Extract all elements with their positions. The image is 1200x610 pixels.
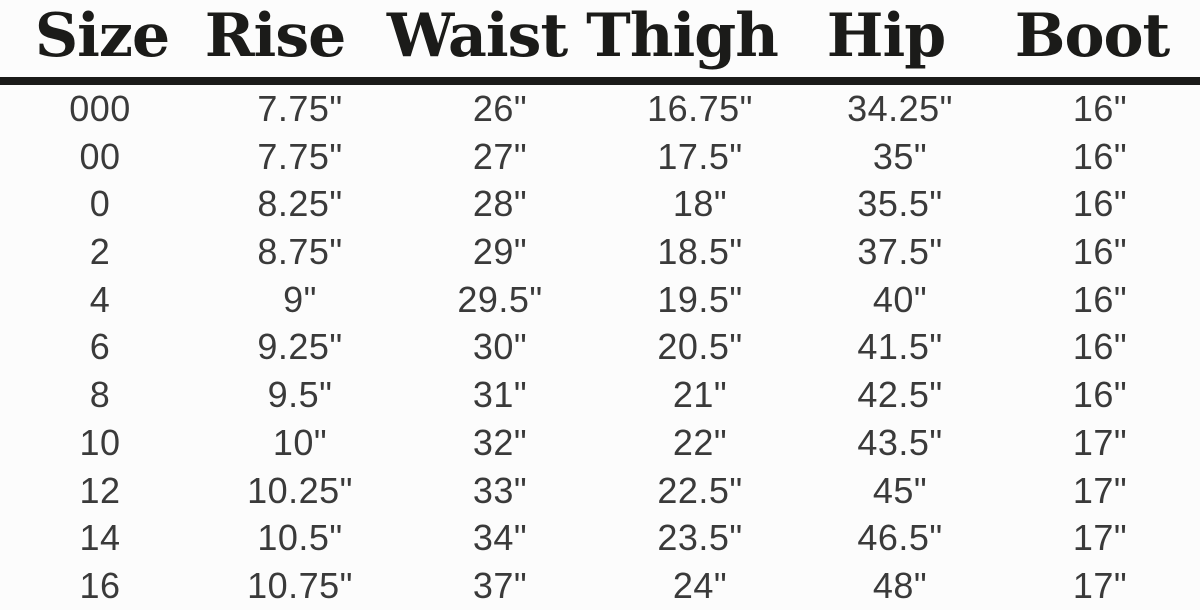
column-header-boot: Boot — [1014, 1, 1170, 71]
table-cell: 29.5" — [457, 278, 543, 320]
table-cell: 6 — [89, 326, 111, 368]
table-cell: 48" — [872, 565, 928, 607]
table-cell: 10.5" — [257, 517, 343, 559]
table-cell: 37" — [472, 565, 528, 607]
table-cell: 17" — [1072, 517, 1128, 559]
table-cell: 10.25" — [247, 469, 353, 511]
column-header-size: Size — [34, 1, 170, 71]
table-header-row — [0, 0, 1200, 77]
table-row — [0, 371, 1200, 419]
table-cell: 40" — [872, 278, 928, 320]
table-cell: 31" — [472, 374, 528, 416]
table-cell: 4 — [89, 278, 111, 320]
table-cell: 46.5" — [857, 517, 943, 559]
table-row — [0, 133, 1200, 181]
table-cell: 24" — [672, 565, 728, 607]
table-cell: 16" — [1072, 374, 1128, 416]
table-cell: 17" — [1072, 565, 1128, 607]
table-cell: 12 — [79, 469, 121, 511]
table-cell: 9" — [283, 278, 317, 320]
table-cell: 18" — [672, 183, 728, 225]
table-cell: 27" — [472, 135, 528, 177]
table-cell: 16" — [1072, 135, 1128, 177]
table-cell: 22" — [672, 421, 728, 463]
table-cell: 000 — [69, 87, 131, 129]
table-cell: 33" — [472, 469, 528, 511]
table-cell: 28" — [472, 183, 528, 225]
table-cell: 7.75" — [257, 87, 343, 129]
table-cell: 17" — [1072, 421, 1128, 463]
table-cell: 43.5" — [857, 421, 943, 463]
table-cell: 8.75" — [257, 231, 343, 273]
table-cell: 16" — [1072, 326, 1128, 368]
table-row — [0, 419, 1200, 467]
table-cell: 9.25" — [257, 326, 343, 368]
table-cell: 34" — [472, 517, 528, 559]
column-header-rise: Rise — [204, 1, 346, 71]
table-row — [0, 467, 1200, 515]
table-cell: 30" — [472, 326, 528, 368]
table-cell: 16" — [1072, 87, 1128, 129]
table-cell: 45" — [872, 469, 928, 511]
table-cell: 16.75" — [647, 87, 753, 129]
table-cell: 35" — [872, 135, 928, 177]
table-cell: 35.5" — [857, 183, 943, 225]
table-cell: 41.5" — [857, 326, 943, 368]
table-cell: 7.75" — [257, 135, 343, 177]
table-cell: 0 — [89, 183, 111, 225]
table-cell: 16" — [1072, 278, 1128, 320]
table-cell: 9.5" — [267, 374, 333, 416]
table-cell: 20.5" — [657, 326, 743, 368]
column-header-hip: Hip — [826, 1, 946, 71]
table-row — [0, 562, 1200, 610]
table-cell: 16" — [1072, 231, 1128, 273]
table-row — [0, 228, 1200, 276]
table-cell: 00 — [79, 135, 121, 177]
table-cell: 19.5" — [657, 278, 743, 320]
table-cell: 10 — [79, 421, 121, 463]
table-cell: 32" — [472, 421, 528, 463]
table-cell: 23.5" — [657, 517, 743, 559]
table-cell: 17.5" — [657, 135, 743, 177]
table-row — [0, 514, 1200, 562]
table-cell: 22.5" — [657, 469, 743, 511]
table-cell: 17" — [1072, 469, 1128, 511]
column-header-thigh: Thigh — [586, 1, 778, 71]
table-cell: 26" — [472, 87, 528, 129]
table-cell: 14 — [79, 517, 121, 559]
table-cell: 29" — [472, 231, 528, 273]
table-cell: 2 — [89, 231, 111, 273]
table-cell: 37.5" — [857, 231, 943, 273]
table-cell: 18.5" — [657, 231, 743, 273]
table-cell: 16" — [1072, 183, 1128, 225]
table-row — [0, 276, 1200, 324]
table-body — [0, 85, 1200, 610]
table-row — [0, 85, 1200, 133]
table-cell: 8 — [89, 374, 111, 416]
table-cell: 16 — [79, 565, 121, 607]
table-cell: 21" — [672, 374, 728, 416]
table-cell: 10" — [272, 421, 328, 463]
header-divider-rule — [0, 77, 1200, 85]
table-cell: 34.25" — [847, 87, 953, 129]
table-cell: 10.75" — [247, 565, 353, 607]
table-row — [0, 180, 1200, 228]
table-row — [0, 324, 1200, 372]
column-header-waist: Waist — [386, 1, 568, 71]
table-cell: 42.5" — [857, 374, 943, 416]
table-cell: 8.25" — [257, 183, 343, 225]
